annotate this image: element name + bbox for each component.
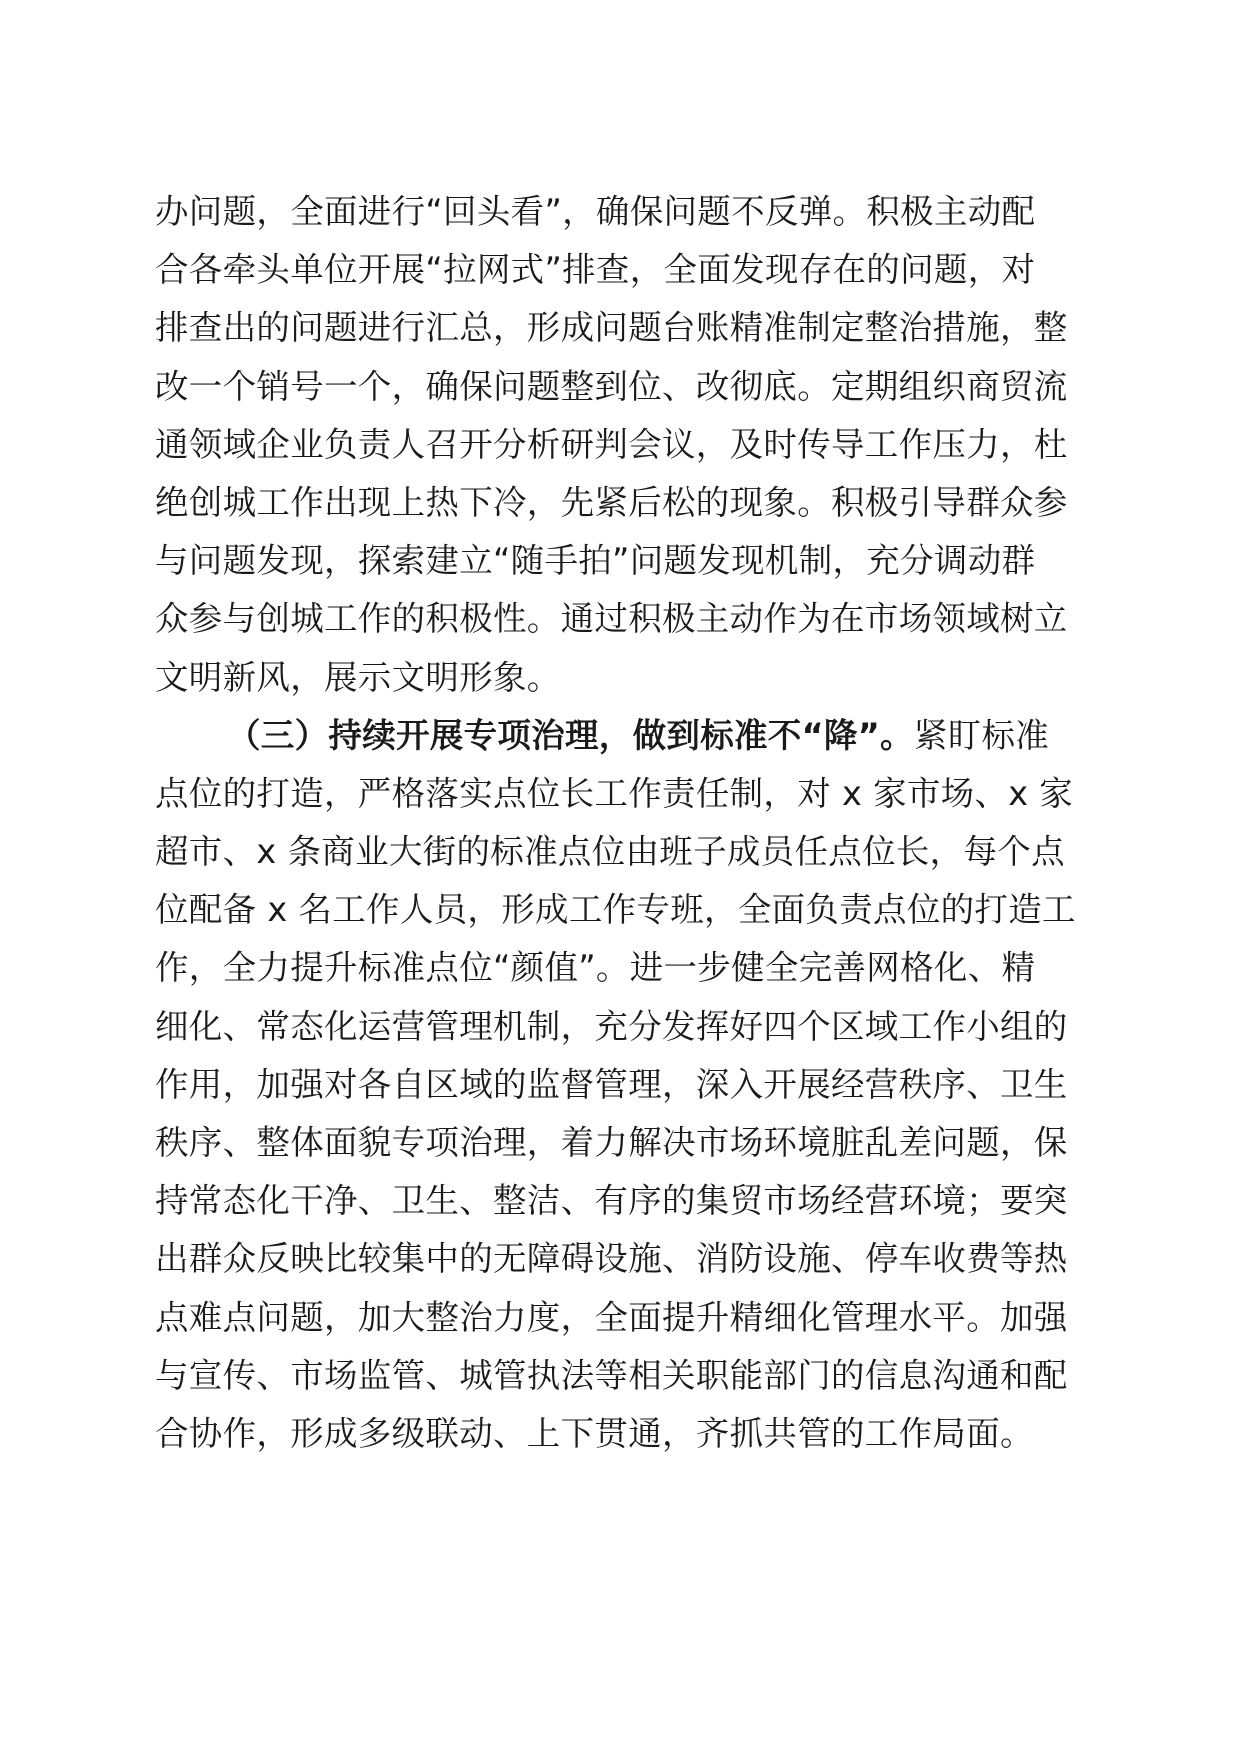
paragraph-line: 作，全力提升标准点位“颜值”。进一步健全完善网格化、精 [155,948,1036,988]
paragraph-2 [155,707,1076,1463]
paragraph-line: 办问题，全面进行“回头看”，确保问题不反弹。积极主动配 [155,192,1036,231]
paragraph-line: 合各牵头单位开展“拉网式”排查，全面发现存在的问题，对 [155,250,1036,290]
paragraph-line: 与问题发现，探索建立“随手拍”问题发现机制，充分调动群 [155,541,1036,581]
paragraph-first-line [155,707,1065,765]
document-body [155,183,1076,1463]
paragraph-line: 通领域企业负责人召开分析研判会议，及时传导工作压力，杜 [155,424,1068,464]
paragraph-line: 细化、常态化运营管理机制，充分发挥好四个区域工作小组的 [155,1006,1068,1046]
paragraph-line: 众参与创城工作的积极性。通过积极主动作为在市场领域树立 [155,599,1068,639]
paragraph-line: 作用，加强对各自区域的监督管理，深入开展经营秩序、卫生 [155,1064,1068,1104]
paragraph-line: 绝创城工作出现上热下冷，先紧后松的现象。积极引导群众参 [155,482,1068,522]
paragraph-line: 出群众反映比较集中的无障碍设施、消防设施、停车收费等热 [155,1239,1068,1279]
paragraph-line: 改一个销号一个，确保问题整到位、改彻底。定期组织商贸流 [155,366,1068,406]
paragraph-line: 位配备 x 名工作人员，形成工作专班，全面负责点位的打造工 [155,890,1076,930]
paragraph-line: 排查出的问题进行汇总，形成问题台账精准制定整治措施，整 [155,308,1068,348]
paragraph-1 [155,183,1068,707]
paragraph-line: 与宣传、市场监管、城管执法等相关职能部门的信息沟通和配 [155,1355,1068,1395]
paragraph-line: 超市、x 条商业大街的标准点位由班子成员任点位长，每个点 [155,832,1065,872]
paragraph-line-rest: 紧盯标准 [913,715,1050,755]
paragraph-line: 点位的打造，严格落实点位长工作责任制，对 x 家市场、x 家 [155,773,1074,813]
paragraph-line: 秩序、整体面貌专项治理，着力解决市场环境脏乱差问题，保 [155,1123,1068,1162]
paragraph-line: 点难点问题，加大整治力度，全面提升精细化管理水平。加强 [155,1297,1068,1337]
section-heading: （三）持续开展专项治理，做到标准不“降”。 [227,715,914,755]
paragraph-line: 持常态化干净、卫生、整洁、有序的集贸市场经营环境；要突 [155,1181,1068,1221]
paragraph-line: 合协作，形成多级联动、上下贯通，齐抓共管的工作局面。 [155,1413,1034,1453]
paragraph-line: 文明新风，展示文明形象。 [155,657,561,697]
